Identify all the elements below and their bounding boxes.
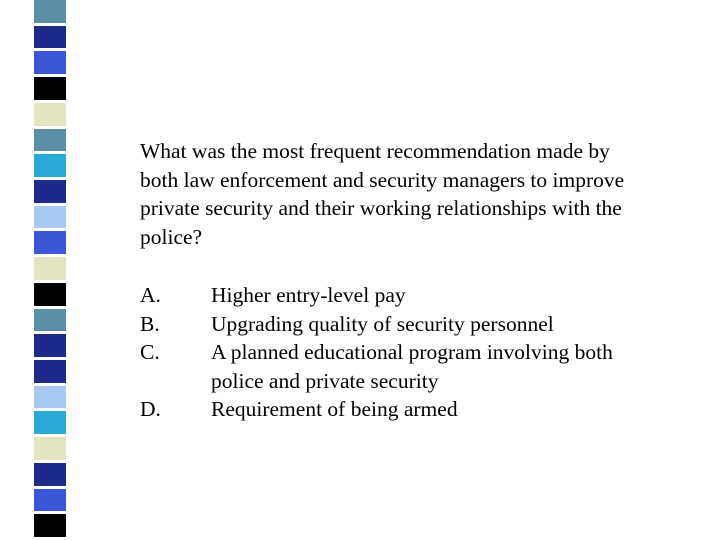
answer-item-b bbox=[140, 310, 660, 339]
stripe-block bbox=[34, 206, 66, 229]
stripe-block bbox=[34, 154, 66, 177]
stripe-block bbox=[34, 463, 66, 486]
stripe-block bbox=[34, 180, 66, 203]
stripe-block bbox=[34, 334, 66, 357]
stripe-block bbox=[34, 437, 66, 460]
stripe-block bbox=[34, 77, 66, 100]
answer-list bbox=[140, 281, 660, 424]
answer-item-c bbox=[140, 338, 660, 395]
stripe-block bbox=[34, 257, 66, 280]
answer-text: Requirement of being armed bbox=[211, 397, 458, 421]
stripe-block bbox=[34, 309, 66, 332]
stripe-block bbox=[34, 103, 66, 126]
stripe-block bbox=[34, 231, 66, 254]
stripe-block bbox=[34, 51, 66, 74]
answer-item-a bbox=[140, 281, 660, 310]
stripe-block bbox=[34, 411, 66, 434]
answer-letter: B. bbox=[140, 311, 160, 336]
stripe-block bbox=[34, 386, 66, 409]
answer-text: Higher entry-level pay bbox=[211, 283, 406, 307]
stripe-block bbox=[34, 26, 66, 49]
answer-text: Upgrading quality of security personnel bbox=[211, 311, 554, 336]
stripe-block bbox=[34, 489, 66, 512]
answer-letter: C. bbox=[140, 340, 160, 364]
stripe-block bbox=[34, 283, 66, 306]
question-text: What was the most frequent recommendation made by both law enforcement and security managers to improve private security and their working relationships with the police? bbox=[140, 139, 625, 249]
answer-letter: D. bbox=[140, 397, 161, 421]
answer-item-d bbox=[140, 395, 660, 424]
stripe-block bbox=[34, 514, 66, 537]
stripe-block bbox=[34, 129, 66, 152]
stripe-block bbox=[34, 0, 66, 23]
decorative-stripe bbox=[34, 0, 66, 540]
answer-letter: A. bbox=[140, 283, 161, 307]
stripe-block bbox=[34, 360, 66, 383]
answer-text: A planned educational program involving both police and private security bbox=[211, 340, 613, 393]
